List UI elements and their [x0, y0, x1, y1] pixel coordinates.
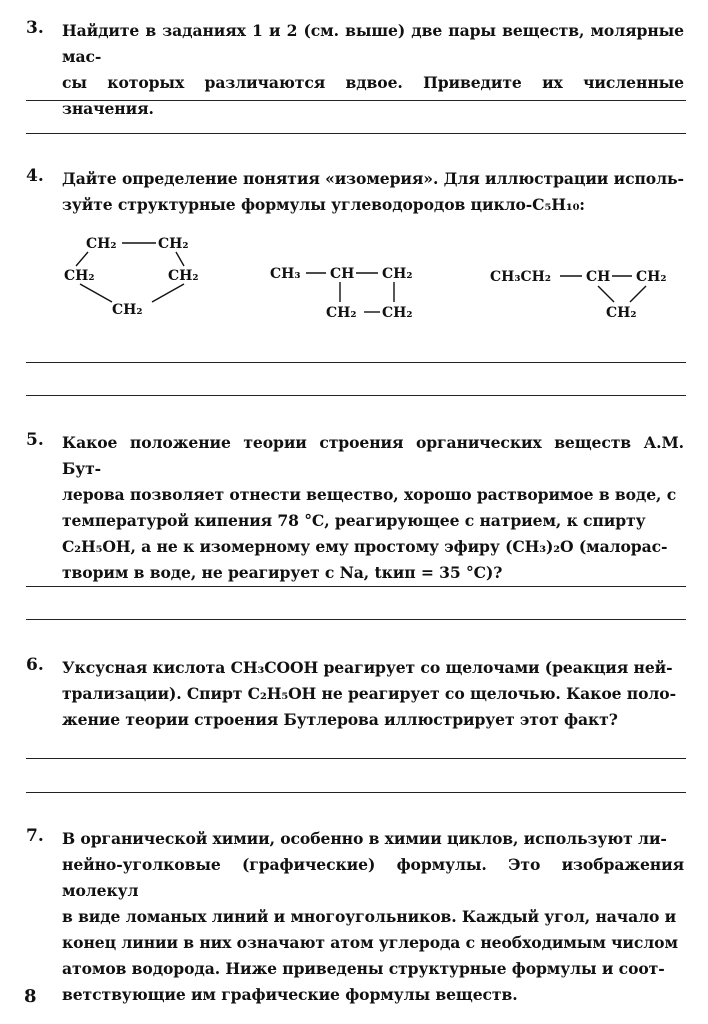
text-line: жение теории строения Бутлерова иллюстрирует этот факт?: [62, 710, 618, 729]
atom-label: CH: [586, 269, 611, 285]
task-text: [62, 430, 684, 586]
text-line: Найдите в заданиях 1 и 2 (см. выше) две пары веществ, молярные мас-: [62, 21, 684, 66]
text-line: лерова позволяет отнести вещество, хорошо растворимое в воде, с: [62, 485, 677, 504]
task-number: 3.: [26, 18, 44, 38]
task-text: [62, 166, 684, 218]
atom-label: CH₂: [86, 236, 117, 252]
text-line: Какое положение теории строения органических веществ А.М. Бут-: [62, 433, 684, 478]
answer-line[interactable]: [26, 100, 686, 101]
atom-label: CH₂: [112, 302, 143, 318]
formula-methylcyclobutane: [270, 226, 480, 326]
text-line: ветствующие им графические формулы веществ.: [62, 985, 518, 1004]
text-line: атомов водорода. Ниже приведены структурные формулы и соот-: [62, 959, 665, 978]
answer-line[interactable]: [26, 133, 686, 134]
answer-line[interactable]: [26, 362, 686, 363]
text-line: C₂H₅OH, а не к изомерному ему простому эфиру (CH₃)₂O (малорас-: [62, 537, 668, 556]
answer-line[interactable]: [26, 758, 686, 759]
text-line: сы которых различаются вдвое. Приведите их численные значения.: [62, 73, 684, 118]
text-line: Уксусная кислота CH₃COOH реагирует со щелочами (реакция ней-: [62, 658, 673, 677]
atom-label: CH₂: [636, 269, 667, 285]
bond: [176, 252, 184, 266]
task-number: 4.: [26, 166, 44, 186]
atom-label: CH₂: [158, 236, 189, 252]
formula-ethylcyclopropane: [490, 226, 700, 326]
page-number: 8: [24, 986, 37, 1007]
bond: [76, 252, 88, 266]
text-line: зуйте структурные формулы углеводородов цикло-C₅H₁₀:: [62, 195, 585, 214]
text-line: конец линии в них означают атом углерода с необходимым числом: [62, 933, 678, 952]
answer-line[interactable]: [26, 586, 686, 587]
atom-label: CH₂: [326, 305, 357, 321]
atom-label: CH₂: [168, 268, 199, 284]
task-text: [62, 655, 684, 733]
text-line: в виде ломаных линий и многоугольников. Каждый угол, начало и: [62, 907, 677, 926]
task-text: [62, 826, 684, 1008]
text-line: температурой кипения 78 °С, реагирующее с натрием, к спирту: [62, 511, 646, 530]
task-text: [62, 18, 684, 122]
atom-label: CH₂: [382, 266, 413, 282]
text-line: Дайте определение понятия «изомерия». Для иллюстрации исполь-: [62, 169, 684, 188]
atom-label: CH₂: [606, 305, 637, 321]
atom-label: CH₃CH₂: [490, 269, 552, 285]
text-line: творим в воде, не реагирует с Na, tкип = 35 °С)?: [62, 563, 503, 582]
text-line: нейно-уголковые (графические) формулы. Это изображения молекул: [62, 855, 684, 900]
answer-line[interactable]: [26, 792, 686, 793]
task-number: 5.: [26, 430, 44, 450]
bond: [80, 284, 112, 302]
atom-label: CH₂: [64, 268, 95, 284]
atom-label: CH₂: [382, 305, 413, 321]
task-number: 7.: [26, 826, 44, 846]
text-line: В органической химии, особенно в химии циклов, используют ли-: [62, 829, 667, 848]
atom-label: CH₃: [270, 266, 301, 282]
formula-cyclopentane: [60, 226, 270, 326]
atom-label: CH: [330, 266, 355, 282]
task-number: 6.: [26, 655, 44, 675]
bond: [598, 286, 614, 302]
bond: [630, 286, 646, 302]
bond: [152, 284, 184, 302]
text-line: трализации). Спирт C₂H₅OH не реагирует со щелочью. Какое поло-: [62, 684, 676, 703]
answer-line[interactable]: [26, 395, 686, 396]
answer-line[interactable]: [26, 619, 686, 620]
